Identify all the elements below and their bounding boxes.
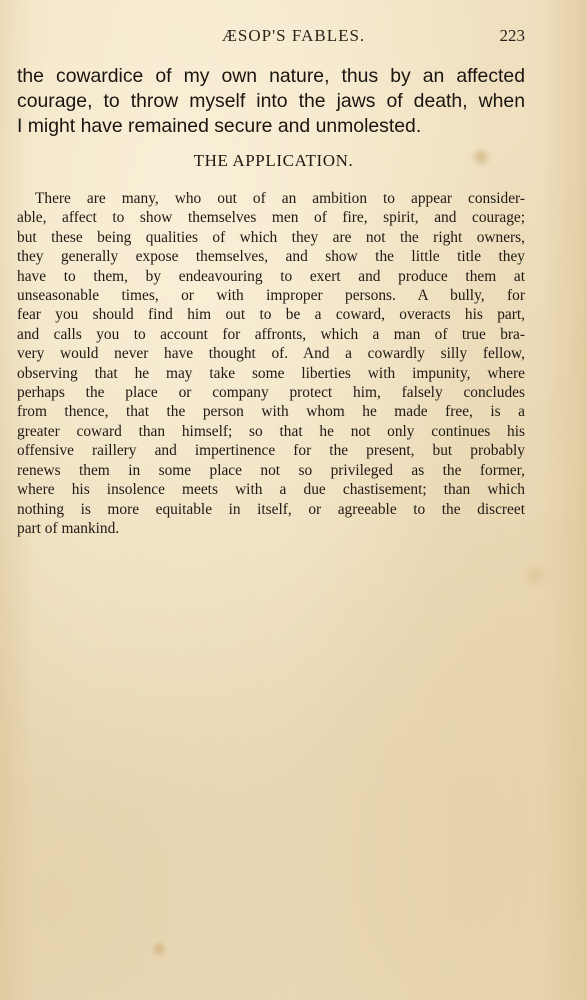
text-line: offensive raillery and impertinence for the present, but probably [17, 442, 525, 460]
text-line: have to them, by endeavouring to exert and produce them at [17, 267, 525, 285]
text-line: but these being qualities of which they are not the right owners, [17, 228, 525, 246]
text-line: perhaps the place or company protect him, falsely concludes [17, 384, 525, 402]
text-line: they generally expose themselves, and show the little title they [17, 248, 525, 266]
text-line: the cowardice of my own nature, thus by an affected [17, 65, 525, 87]
fable-text-continuation [17, 64, 525, 139]
text-line: from thence, that the person with whom he made free, is a [17, 403, 525, 421]
page-number: 223 [499, 26, 525, 45]
text-line: renews them in some place not so privileged as the former, [17, 461, 525, 479]
paper-stain [150, 940, 168, 958]
text-line: able, affect to show themselves men of fire, spirit, and courage; [17, 209, 525, 227]
text-line: observing that he may take some liberties with impunity, where [17, 364, 525, 382]
section-heading: THE APPLICATION. [193, 151, 354, 170]
text-line: and calls you to account for affronts, which a man of true bra- [17, 325, 525, 343]
running-title: ÆSOP'S FABLES. [221, 26, 366, 45]
application-paragraph [17, 189, 525, 538]
text-line: nothing is more equitable in itself, or agreeable to the discreet [17, 500, 525, 518]
text-line: I might have remained secure and unmolested. [17, 115, 422, 137]
text-line: There are many, who out of an ambition to appear consider- [35, 190, 525, 207]
text-line: courage, to throw myself into the jaws of death, when [17, 90, 525, 112]
text-line: very would never have thought of. And a cowardly silly fellow, [17, 345, 525, 363]
text-line: part of mankind. [17, 519, 120, 537]
paper-stain [520, 560, 550, 590]
running-header [0, 26, 587, 50]
text-line: fear you should find him out to be a coward, overacts his part, [17, 306, 525, 324]
text-line: where his insolence meets with a due chastisement; than which [17, 481, 525, 499]
text-line: unseasonable times, or with improper persons. A bully, for [17, 287, 525, 305]
text-line: greater coward than himself; so that he not only continues his [17, 422, 525, 440]
